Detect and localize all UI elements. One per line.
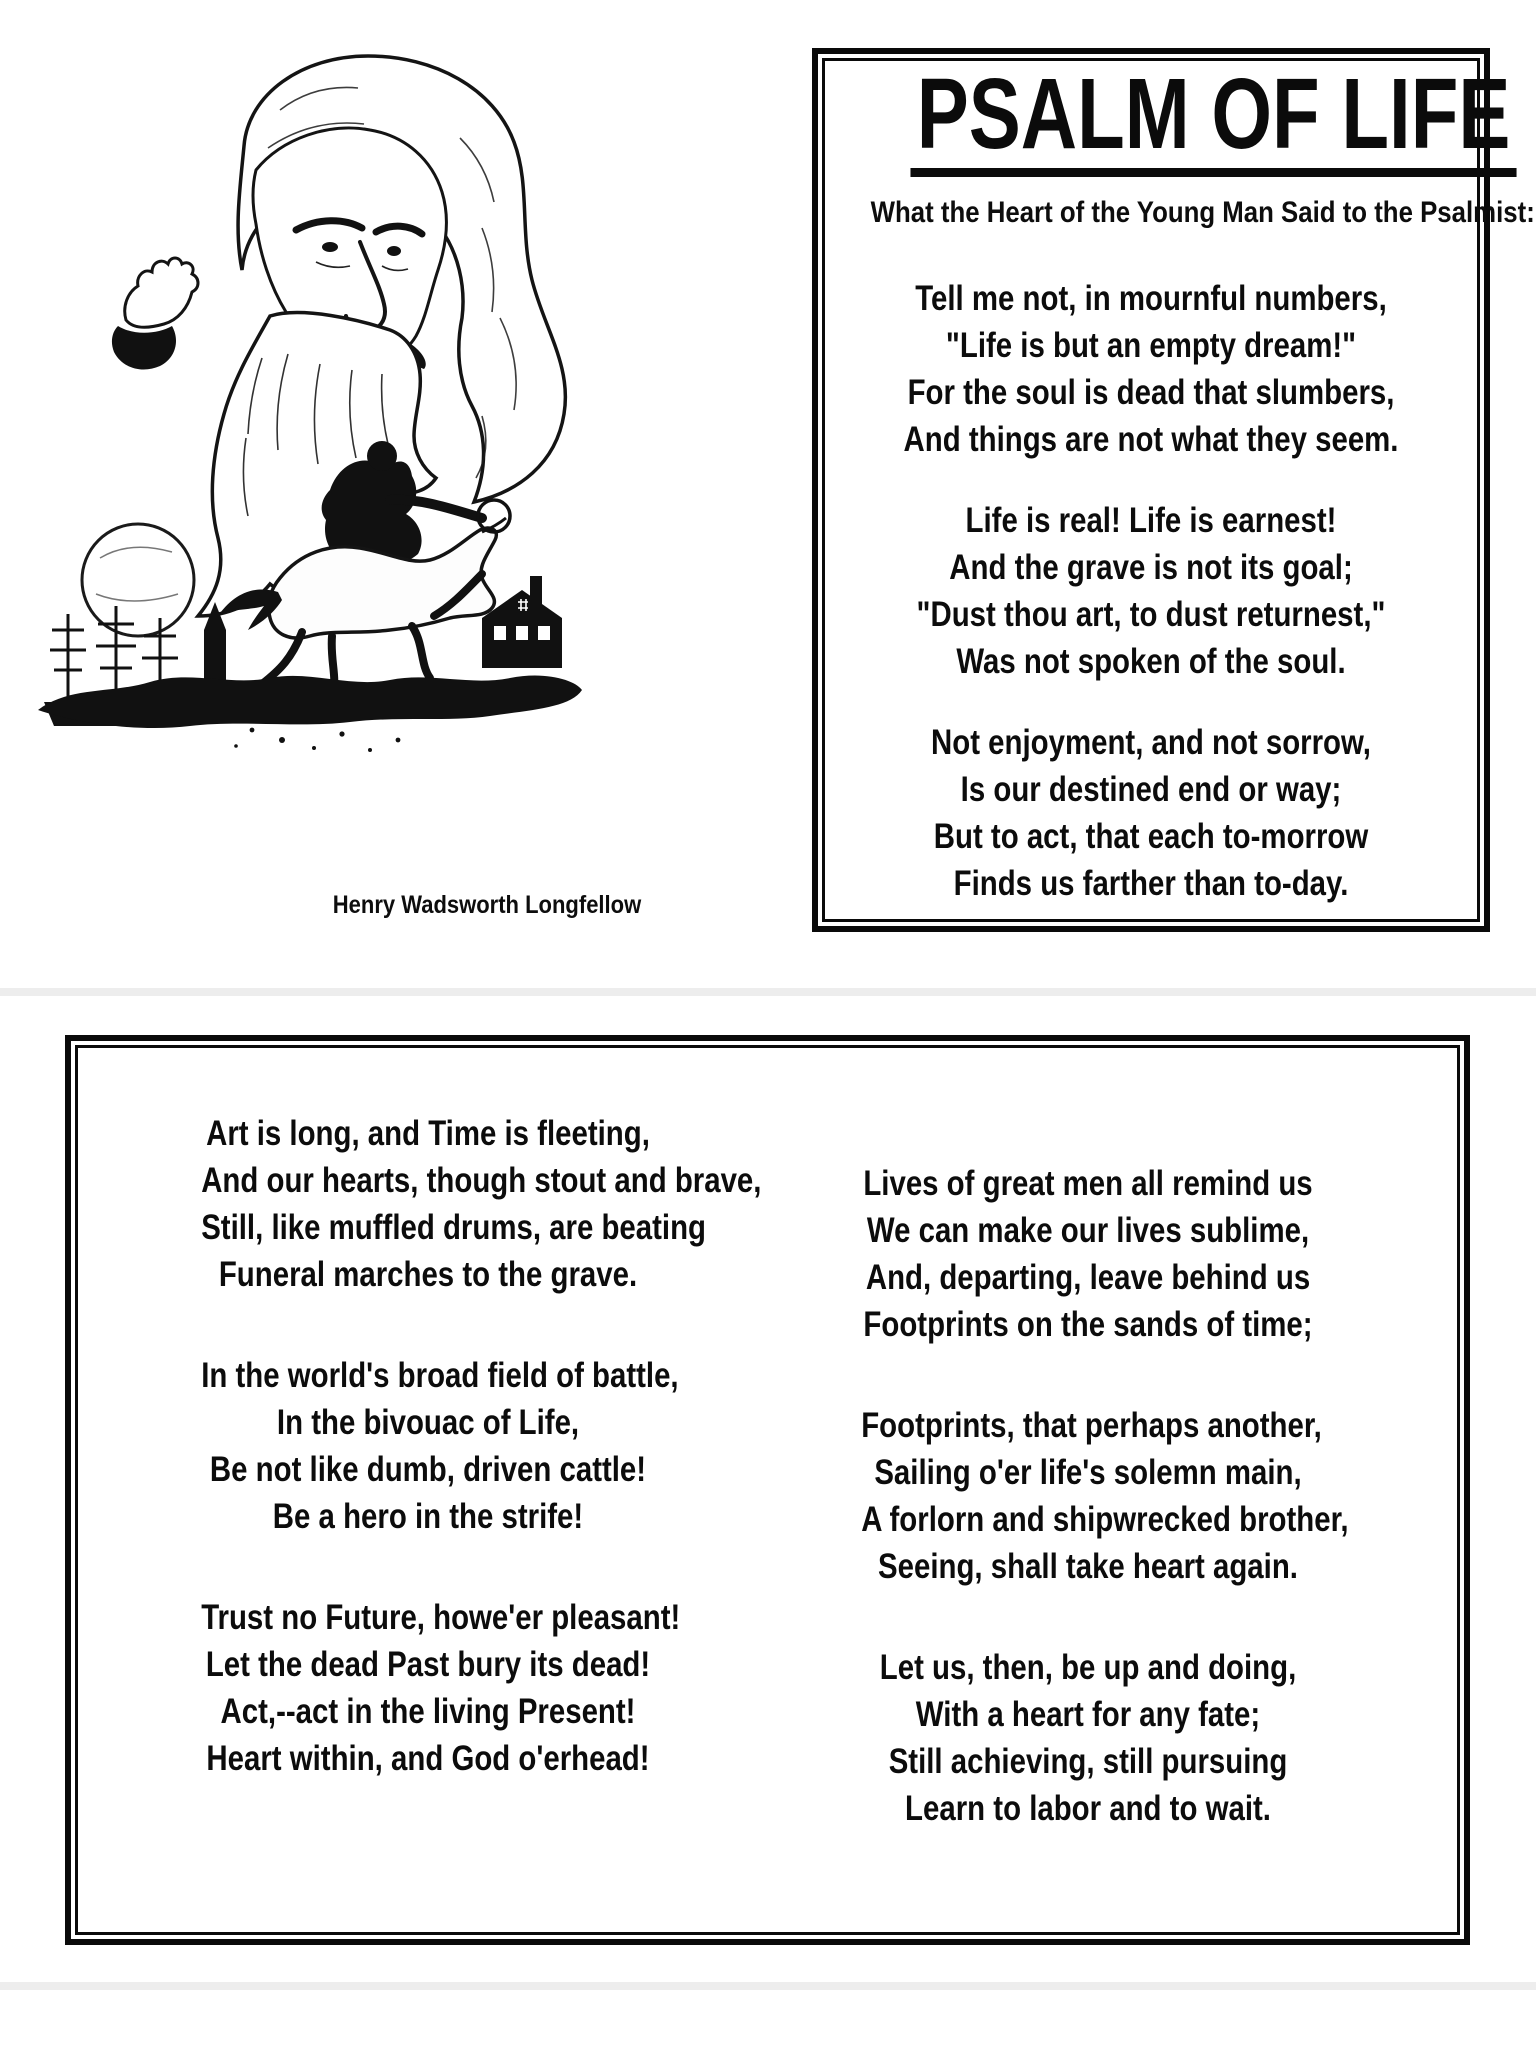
poem-line: Art is long, and Time is fleeting, (206, 1114, 650, 1153)
poster-title-row (825, 58, 1511, 177)
ink-splatter (234, 728, 400, 752)
poem-line: And, departing, leave behind us (865, 1258, 1311, 1297)
poem-line: Not enjoyment, and not sorrow, (931, 723, 1371, 762)
poem-line: And things are not what they seem. (903, 420, 1399, 459)
poem-line: Lives of great men all remind us (863, 1164, 1313, 1203)
page-title: PSALM OF LIFE (910, 65, 1516, 177)
poem-line: Was not spoken of the soul. (956, 642, 1346, 681)
stanza-2 (825, 497, 1477, 685)
poem-line: Tell me not, in mournful numbers, (915, 279, 1387, 318)
left-column (158, 1110, 762, 1836)
illustration-caption: Henry Wadsworth Longfellow (332, 891, 642, 919)
poem-line: Still achieving, still pursuing (888, 1742, 1288, 1781)
page-separator-2 (0, 1982, 1536, 1990)
poem-line: Trust no Future, howe'er pleasant! (201, 1598, 681, 1637)
stanza-3 (825, 719, 1477, 907)
stanza-6 (158, 1594, 698, 1782)
poem-line: In the world's broad field of battle, (201, 1356, 679, 1395)
hand-shape (125, 258, 198, 327)
poster-stanzas (825, 275, 1477, 907)
horse-leg (412, 626, 430, 678)
house-shape (482, 576, 562, 668)
poem-line: But to act, that each to-morrow (933, 817, 1369, 856)
poem-line: A forlorn and shipwrecked brother, (861, 1500, 1349, 1539)
poem-line: Still, like muffled drums, are beating (201, 1208, 707, 1247)
poem-line: Be not like dumb, driven cattle! (209, 1450, 647, 1489)
poem-line: Sailing o'er life's solemn main, (874, 1453, 1302, 1492)
poem-line: For the soul is dead that slumbers, (907, 373, 1395, 412)
stanza-4 (158, 1110, 762, 1298)
poem-line: Learn to labor and to wait. (905, 1789, 1271, 1828)
poem-line: With a heart for any fate; (915, 1695, 1261, 1734)
eye-right (387, 246, 401, 256)
sleeve-shape (112, 326, 176, 370)
longfellow-caricature-illustration (30, 18, 706, 898)
poem-line: Act,--act in the living Present! (220, 1692, 636, 1731)
right-column (818, 1160, 1358, 1886)
poem-line: And our hearts, though stout and brave, (201, 1161, 762, 1200)
page-separator (0, 988, 1536, 996)
ground-shape (38, 676, 582, 729)
poem-line: "Dust thou art, to dust returnest," (916, 595, 1386, 634)
poem-line: "Life is but an empty dream!" (945, 326, 1357, 365)
poem-line: Heart within, and God o'erhead! (206, 1739, 650, 1778)
eye-left (322, 242, 338, 252)
page-1 (0, 0, 1536, 988)
poem-line: Funeral marches to the grave. (218, 1255, 638, 1294)
poem-line: Be a hero in the strife! (272, 1497, 584, 1536)
rider-head (367, 441, 397, 471)
poem-line: We can make our lives sublime, (866, 1211, 1310, 1250)
poem-line: Let the dead Past bury its dead! (205, 1645, 651, 1684)
poem-line: Finds us farther than to-day. (953, 864, 1349, 903)
poem-line: Is our destined end or way; (960, 770, 1342, 809)
poem-line: And the grave is not its goal; (949, 548, 1353, 587)
poem-line: Seeing, shall take heart again. (878, 1547, 1298, 1586)
stanza-sheet-frame (75, 1045, 1460, 1935)
page-3 (0, 1990, 1536, 2048)
stanza-8 (818, 1402, 1358, 1590)
moon-shape (82, 524, 194, 636)
poem-line: Footprints, that perhaps another, (861, 1406, 1322, 1445)
stanza-1 (825, 275, 1477, 463)
page-2 (0, 996, 1536, 1982)
poster-frame (822, 58, 1535, 922)
stanza-7 (818, 1160, 1358, 1348)
poem-line: Footprints on the sands of time; (863, 1305, 1313, 1344)
poem-line: In the bivouac of Life, (276, 1403, 580, 1442)
stanza-5 (158, 1352, 698, 1540)
poem-line: Life is real! Life is earnest! (965, 501, 1337, 540)
poster-subtitle: What the Heart of the Young Man Said to the Psalmist: (870, 196, 1535, 229)
stanza-9 (818, 1644, 1358, 1832)
poem-line: Let us, then, be up and doing, (879, 1648, 1297, 1687)
